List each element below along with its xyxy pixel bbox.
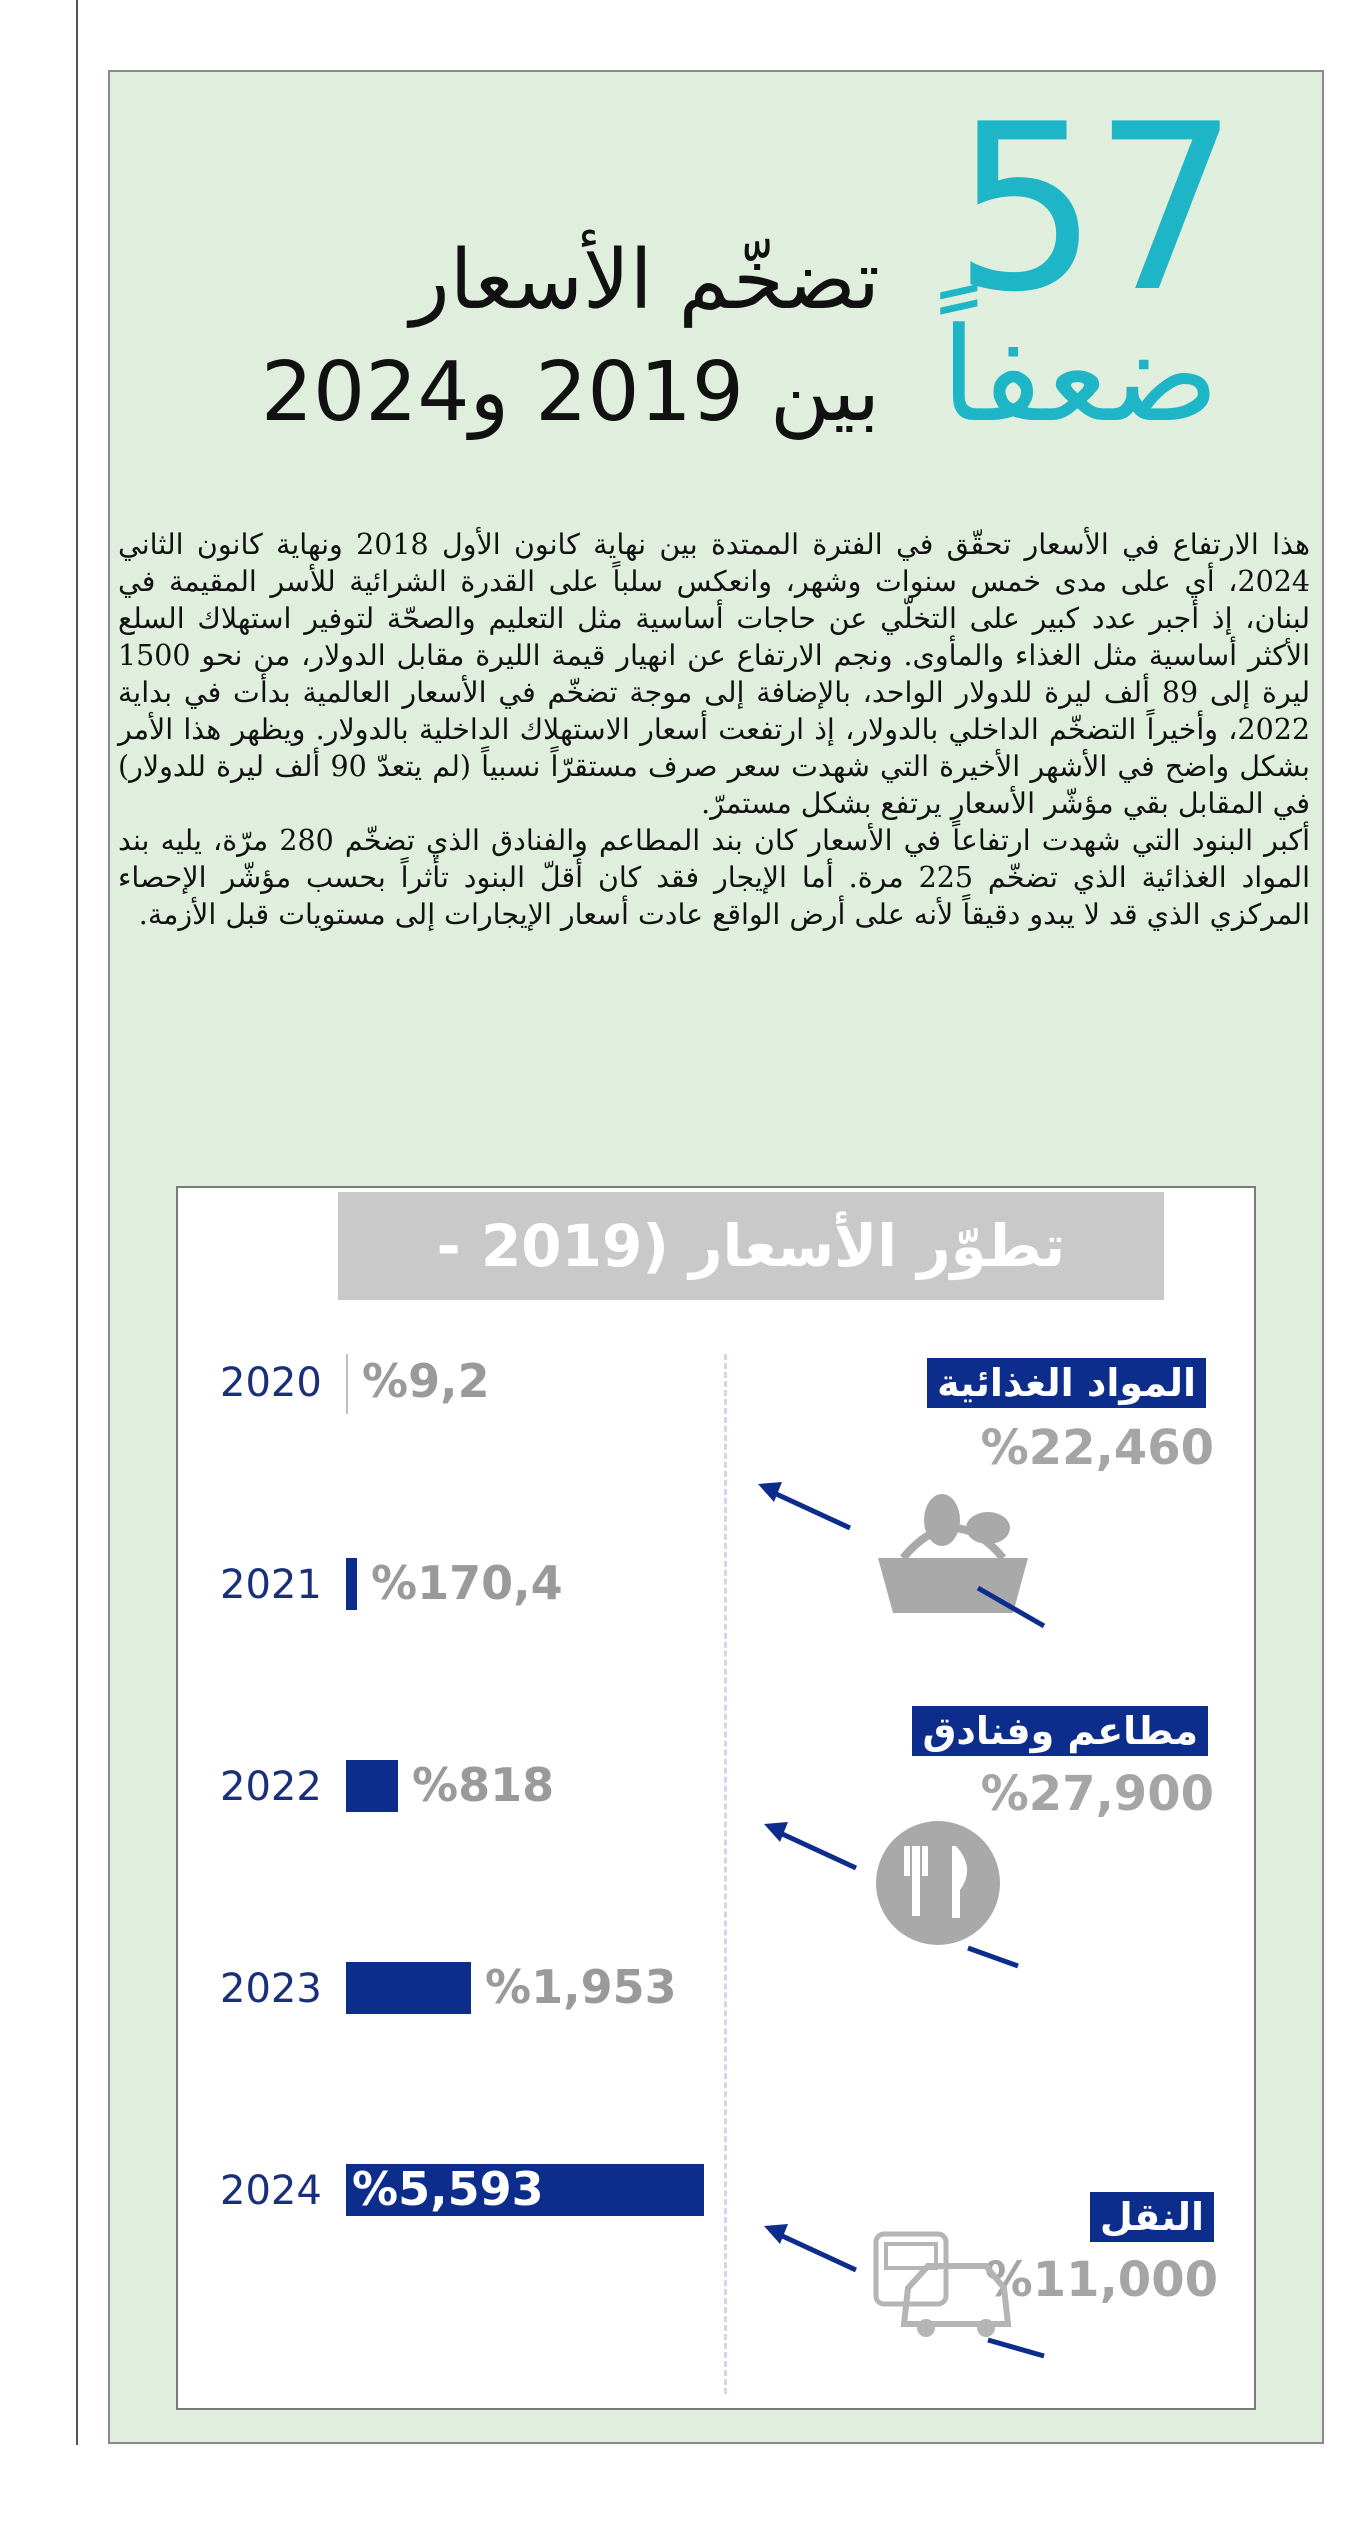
bar-year-label: 2023: [220, 1966, 322, 2012]
bar-year-label: 2020: [220, 1360, 322, 1406]
category-value-restaurants: %27,900: [980, 1766, 1214, 1822]
article-paragraph-2: أكبر البنود التي شهدت ارتفاعاً في الأسعار كان بند المطاعم والفنادق الذي تضخّم 280 مرّة، يليه بند المواد الغذائية الذي تضخّم 225 مرة. أما الإيجار فقد كان أقلّ البنود تأثراً بحسب مؤشّر الإحصاء المركزي الذي قد لا يبدو دقيقاً لأنه على أرض الواقع عادت أسعار الإيجارات إلى مستويات قبل الأزمة.: [118, 824, 1310, 931]
chart-title: تطوّر الأسعار (2019 - 2024): [338, 1192, 1164, 1300]
category-label-restaurants: مطاعم وفنادق: [912, 1706, 1208, 1756]
article-paragraph-1: هذا الارتفاع في الأسعار تحقّق في الفترة الممتدة بين نهاية كانون الأول 2018 ونهاية كانون الثاني 2024، أي على مدى خمس سنوات وشهر، وانعكس سلباً على القدرة الشرائية للأسر المقيمة في لبنان، إذ أجبر عدد كبير على التخلّي عن حاجات أساسية مثل التعليم والصحّة لتوفير استهلاك السلع الأكثر أساسية مثل الغذاء والمأوى. ونجم الارتفاع عن انهيار قيمة الليرة مقابل الدولار، من نحو 1500 ليرة إلى 89 ألف ليرة للدولار الواحد، بالإضافة إلى موجة تضخّم في الأسعار العالمية بدأت في بداية 2022، وأخيراً التضخّم الداخلي بالدولار، إذ ارتفعت أسعار الاستهلاك الداخلية بالدولار. ويظهر هذا الأمر بشكل واضح في الأشهر الأخيرة التي شهدت سعر صرف مستقرّاً نسبياً (لم يتعدّ 90 ألف ليرة للدولار) في المقابل بقي مؤشّر الأسعار يرتفع بشكل مستمرّ.: [118, 528, 1310, 820]
headline-multiplier-word: ضعفاً: [940, 299, 1220, 451]
bar-year-label: 2021: [220, 1562, 322, 1608]
food-basket-icon: [858, 1478, 1058, 1628]
bar-value-label: %818: [412, 1758, 555, 1812]
category-label-transport: النقل: [1090, 2192, 1214, 2242]
category-value-transport: %11,000: [984, 2252, 1218, 2308]
bar-value-label: %1,953: [485, 1960, 677, 2014]
transport-icon: [868, 2228, 1058, 2358]
bar-value-label: %5,593: [352, 2162, 544, 2216]
bar-year-label: 2024: [220, 2168, 322, 2214]
restaurant-icon: [868, 1808, 1028, 1978]
arrow-icon: [764, 1818, 864, 1878]
headline-line-1: تضخّم الأسعار: [410, 233, 880, 328]
price-evolution-chart: [176, 1186, 1256, 2410]
article-body: [118, 526, 1310, 933]
arrow-icon: [758, 1478, 858, 1538]
category-value-food: %22,460: [980, 1420, 1214, 1476]
bar: [346, 1558, 357, 1610]
bar: [346, 1354, 348, 1414]
bar-value-label: %9,2: [362, 1354, 490, 1408]
bar-year-label: 2022: [220, 1764, 322, 1810]
bar: [346, 1760, 398, 1812]
chart-divider: [724, 1354, 727, 2394]
bar-value-label: %170,4: [371, 1556, 563, 1610]
arrow-icon: [764, 2220, 864, 2280]
headline-line-2: بين 2019 و2024: [260, 345, 880, 440]
page-margin-rule: [76, 0, 78, 2445]
bar: [346, 1962, 471, 2014]
headline-number: 57: [952, 76, 1234, 343]
headline-title: [200, 225, 880, 449]
category-label-food: المواد الغذائية: [927, 1358, 1206, 1408]
